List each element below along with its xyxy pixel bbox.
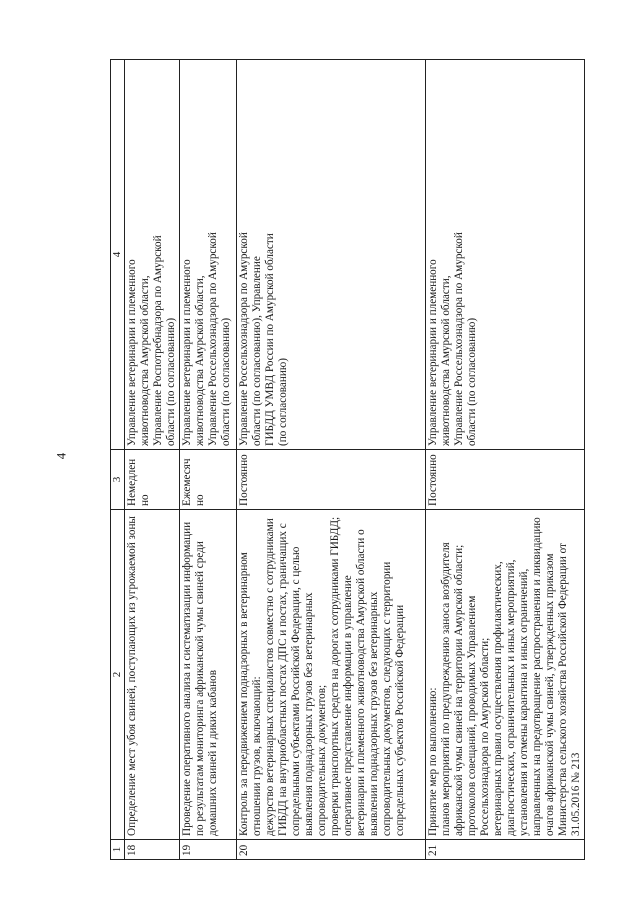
activity-line: ГИБДД на внутриобластных постах ДПС и постах, граничащих с [276,523,289,836]
activity-line: сопроводительных документов; [315,684,328,836]
measures-table [110,59,585,860]
activity-line: оперативное представление информации в управление [341,575,354,836]
executor-line: области (по согласованию) [465,317,478,446]
activity-line: сопредельными субъектами Российской Федерации, с целью [289,546,302,836]
table-row [425,60,584,860]
column-header-4: 4 [111,60,125,450]
activity-line: дежурство ветеринарных специалистов совместно с сотрудниками [263,518,276,836]
activity-line: сопредельных субъектов Российской Федерации [393,604,406,836]
activity-cell [179,510,236,840]
executor-line: Управление ветеринарии и племенного [180,259,193,446]
table-row [124,60,179,860]
activity-cell [124,510,179,840]
executor-line: (по согласованию) [276,358,289,446]
column-header-1: 1 [111,840,125,860]
executor-line: Управление Россельхознадзора по Амурской [452,232,465,446]
activity-line: Россельхознадзора по Амурской области; [478,637,491,836]
activity-line: Проведение оперативного анализа и систематизации информации [180,521,193,836]
activity-cell [425,510,584,840]
activity-line: диагностических, ограничительных и иных мероприятий, [504,559,517,836]
timing-cell: Постоянно [425,450,584,510]
activity-line: ветеринарных правил осуществления профилактических, [491,561,504,836]
column-header-2: 2 [111,510,125,840]
activity-line: домашних свиней и диких кабанов [206,669,219,836]
rotated-table-wrapper [110,60,582,860]
executor-line: животноводства Амурской области, [193,275,206,446]
executor-line: животноводства Амурской области, [138,275,151,446]
activity-line: Министерства сельского хозяйства Российской Федерации от [556,543,569,836]
row-number: 18 [124,840,179,860]
executor-line: Управление Россельхознадзора по Амурской [237,232,250,446]
column-header-3: 3 [111,450,125,510]
activity-line: отношении грузов, включающий: [250,676,263,836]
executor-line: животноводства Амурской области, [439,275,452,446]
activity-line: планов мероприятий по предупреждению заноса возбудителя [439,542,452,836]
activity-line: выявлении поднадзорных грузов без ветеринарных [367,591,380,836]
executor-line: Управление Роспотребнадзора по Амурской [151,235,164,446]
table-row [236,60,425,860]
activity-line: Контроль за передвижением поднадзорных в ветеринарном [237,552,250,836]
activity-line: по результатам мониторинга африканской чумы свиней среди [193,541,206,836]
executor-line: Управление Россельхознадзора по Амурской [206,232,219,446]
executor-line: области (по согласованию), Управление [250,256,263,446]
executors-cell [124,60,179,450]
executors-cell [425,60,584,450]
activity-line: африканской чумы свиней на территории Амурской области; [452,544,465,836]
activity-line: 31.05.2016 № 213 [569,752,582,836]
activity-line: установления и отмены карантина и иных ограничений, [517,568,530,836]
executor-line: Управление ветеринарии и племенного [125,259,138,446]
activity-line: Определение мест убоя свиней, поступающих из угрожаемой зоны [125,516,138,836]
timing-cell: Постоянно [236,450,425,510]
executor-line: ГИБДД УМВД России по Амурской области [263,233,276,446]
activity-line: сопроводительных документов, следующих с территории [380,561,393,836]
table-row [179,60,236,860]
header-row [111,60,125,860]
timing-cell: Немедленно [124,450,179,510]
executor-line: области (по согласованию) [219,317,232,446]
executor-line: области (по согласованию) [164,317,177,446]
activity-line: очагов африканской чумы свиней, утвержденных приказом [543,553,556,836]
activity-line: проверки транспортных средств на дорогах сотрудниками ГИБДД; [328,516,341,836]
activity-line: Принятие мер по выполнению: [426,687,439,836]
executors-cell [179,60,236,450]
executors-cell [236,60,425,450]
executor-line: Управление ветеринарии и племенного [426,259,439,446]
activity-line: протоколов совещаний, проводимых Управлением [465,595,478,836]
activity-line: ветеринарии и племенного животноводства Амурской области о [354,529,367,836]
timing-cell: Ежемесячно [179,450,236,510]
activity-cell [236,510,425,840]
activity-line: выявления поднадзорных грузов без ветеринарных [302,592,315,836]
row-number: 19 [179,840,236,860]
row-number: 21 [425,840,584,860]
row-number: 20 [236,840,425,860]
page-number: 4 [53,452,69,460]
activity-line: направленных на предотвращение распространения и ликвидацию [530,517,543,836]
